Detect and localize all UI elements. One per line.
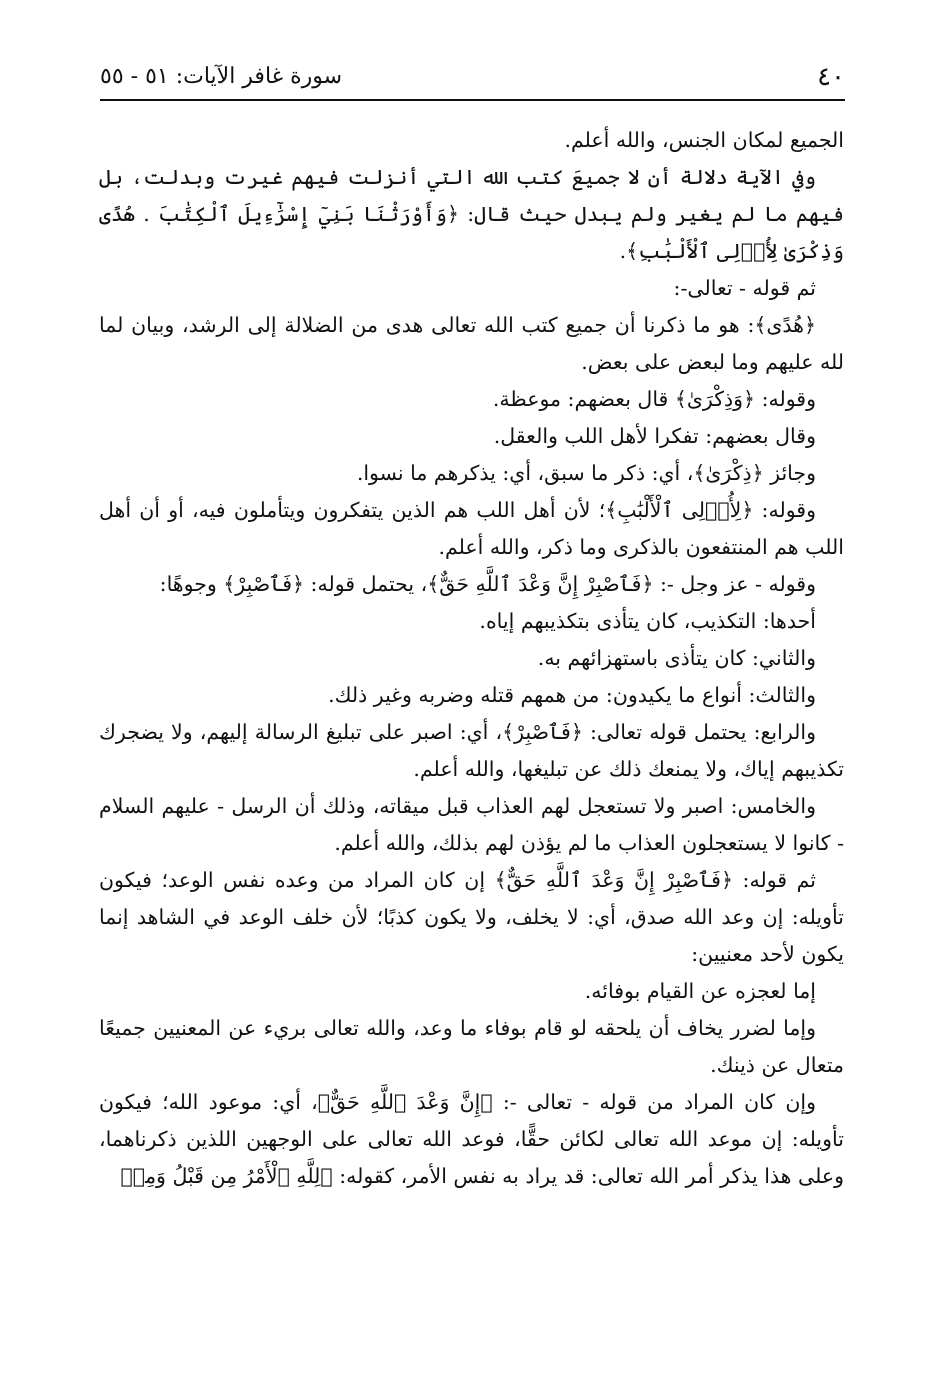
paragraph: وإن كان المراد من قوله - تعالى -: ﴿إِنَّ وَعْدَ ٱللَّهِ حَقٌّ﴾، أي: موعود الله؛ فيكون تأويله: إن موعد الله تعالى لكائن حقًّا، فوعد الله تعالى على الوجهين اللذين ذكرناهما، وعلى هذا يذكر أمر الله تعالى: قد يراد به نفس الأمر، كقوله: ﴿لِلَّهِ ٱلْأَمْرُ مِن قَبْلُ وَمِنۢ: [99, 1090, 844, 1188]
paragraph: إما لعجزه عن القيام بوفائه.: [584, 979, 816, 1003]
paragraph: وقوله - عز وجل -: ﴿فَٱصْبِرْ إِنَّ وَعْدَ ٱللَّهِ حَقٌّ﴾، يحتمل قوله: ﴿فَٱصْبِرْ﴾ وجوهًا:: [159, 572, 816, 596]
paragraph: والثاني: كان يتأذى باستهزائهم به.: [537, 646, 816, 670]
paragraph: وقوله: ﴿وَذِكْرَىٰ﴾ قال بعضهم: موعظة.: [492, 387, 816, 411]
paragraph: وجائز ﴿ذِكْرَىٰ﴾، أي: ذكر ما سبق، أي: يذكرهم ما نسوا.: [356, 461, 816, 485]
paragraph: والرابع: يحتمل قوله تعالى: ﴿فَٱصْبِرْ﴾، أي: اصبر على تبليغ الرسالة إليهم، ولا يضجرك تكذيبهم إياك، ولا يمنعك ذلك عن تبليغها، والله أعلم.: [99, 720, 844, 781]
page-number: ٤٠: [817, 62, 845, 92]
page-body: [99, 122, 844, 1195]
paragraph: ثم قوله - تعالى-:: [673, 276, 816, 300]
paragraph: وفي الآية دلالة أن لا جميعَ كتب الله التي أنزلت فيهم غيرت وبدلت، بل فيهم ما لم يغير ولم يبدل حيث قال: ﴿وَأَوْرَثْنَا بَنِيٓ إِسْرَٰٓءِيلَ ٱلْكِتَٰبَ . هُدًى وَذِكْرَىٰ لِأُو۟لِى ٱلْأَلْبَٰبِ﴾.: [99, 165, 844, 263]
paragraph: وإما لضرر يخاف أن يلحقه لو قام بوفاء ما وعد، والله تعالى بريء عن المعنيين جميعًا متعال عن ذينك.: [99, 1016, 844, 1077]
paragraph: والثالث: أنواع ما يكيدون: من همهم قتله وضربه وغير ذلك.: [328, 683, 816, 707]
page-header: [100, 58, 845, 98]
paragraph: وقوله: ﴿لِأُو۟لِى ٱلْأَلْبَٰبِ﴾؛ لأن أهل اللب هم الذين يتفكرون ويتأملون فيه، أو أن أهل اللب هم المنتفعون بالذكرى وما ذكر، والله أعلم.: [99, 498, 844, 559]
running-title: سورة غافر الآيات: ٥١ - ٥٥: [100, 64, 343, 89]
paragraph: الجميع لمكان الجنس، والله أعلم.: [564, 128, 844, 152]
paragraph: أحدها: التكذيب، كان يتأذى بتكذيبهم إياه.: [479, 609, 816, 633]
paragraph: ثم قوله: ﴿فَٱصْبِرْ إِنَّ وَعْدَ ٱللَّهِ حَقٌّ﴾ إن كان المراد من وعده نفس الوعد؛ فيكون تأويله: إن وعد الله صدق، أي: لا يخلف، ولا يكون كذبًا؛ لأن خلف الوعد في الشاهد إنما يكون لأحد معنيين:: [99, 868, 844, 966]
paragraph: وقال بعضهم: تفكرا لأهل اللب والعقل.: [493, 424, 816, 448]
paragraph: والخامس: اصبر ولا تستعجل لهم العذاب قبل ميقاته، وذلك أن الرسل - عليهم السلام - كانوا لا يستعجلون العذاب ما لم يؤذن لهم بذلك، والله أعلم.: [99, 794, 844, 855]
paragraph: ﴿هُدًى﴾: هو ما ذكرنا أن جميع كتب الله تعالى هدى من الضلالة إلى الرشد، وبيان لما لله عليهم وما لبعض على بعض.: [99, 313, 844, 374]
header-divider: [100, 99, 845, 101]
